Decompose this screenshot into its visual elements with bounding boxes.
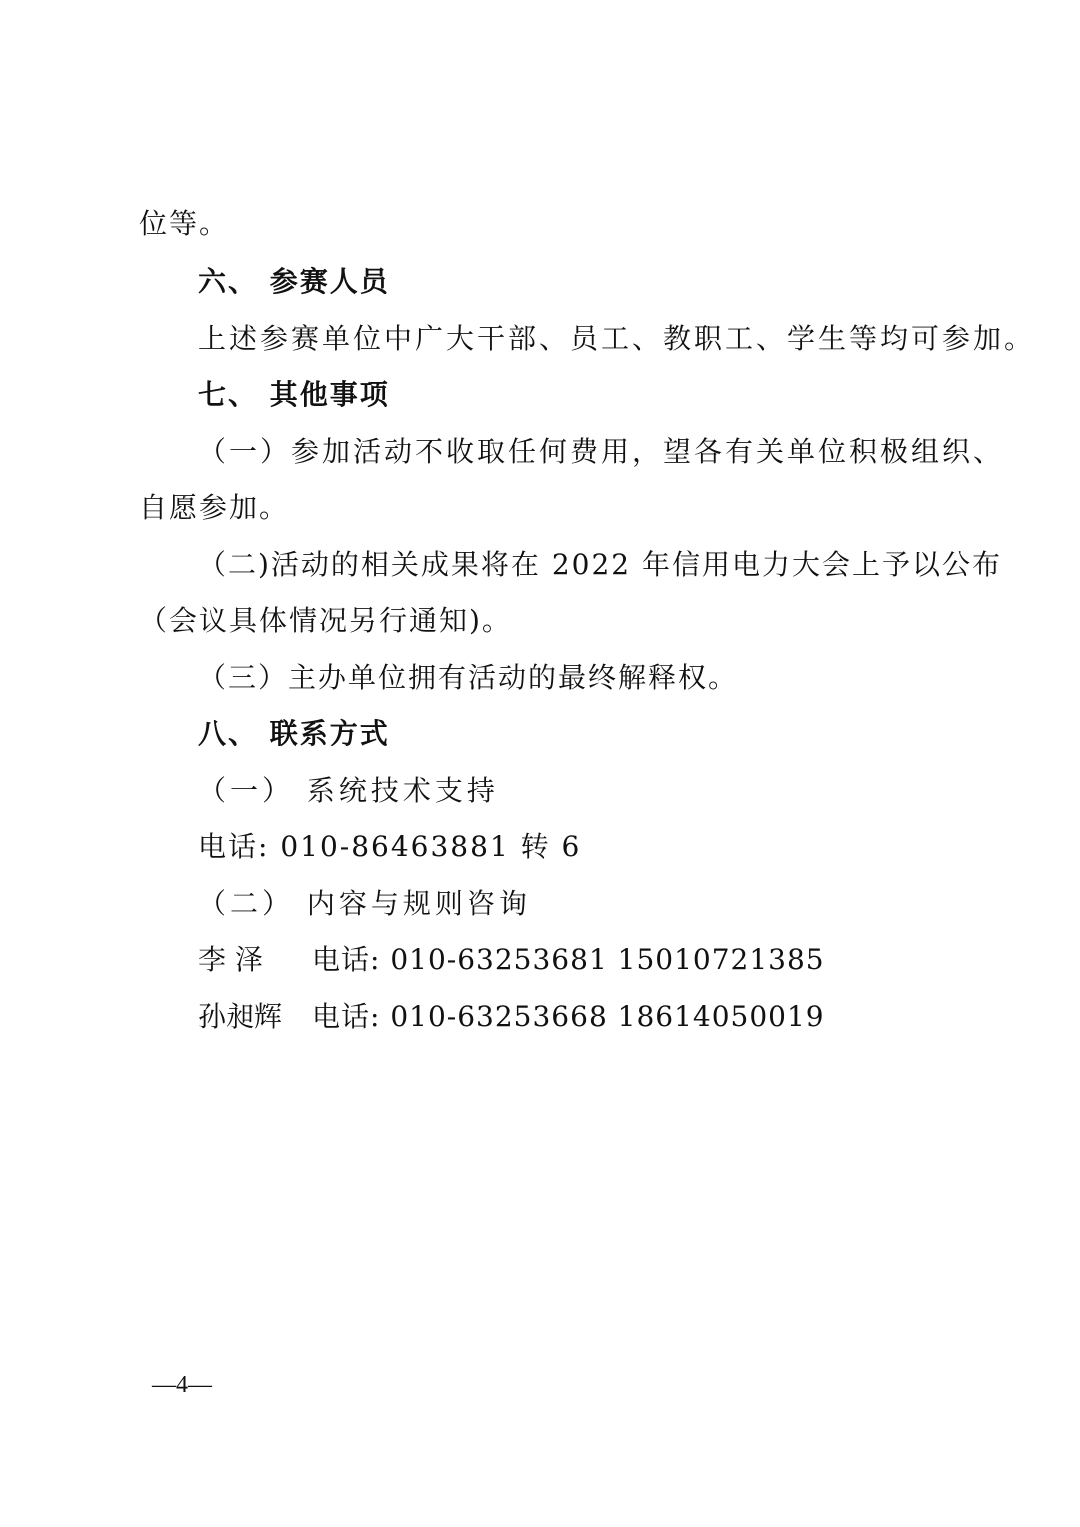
paragraph-other-1-line2: 自愿参加。 [139,491,290,524]
paragraph-other-2-line1: （二)活动的相关成果将在 2022 年信用电力大会上予以公布 [198,548,1002,581]
contact-phone: 电话: 010-63253668 18614050019 [312,1000,825,1033]
section-heading-contact: 八、 联系方式 [198,717,390,750]
section-heading-participants: 六、 参赛人员 [198,265,390,298]
section-heading-other-matters: 七、 其他事项 [198,378,390,411]
subheading-content-rules: （二） 内容与规则咨询 [198,887,531,920]
contact-phone: 电话: 010-63253681 15010721385 [312,943,825,976]
paragraph-continuation: 位等。 [139,207,230,240]
contact-row [198,940,825,980]
paragraph-participants: 上述参赛单位中广大干部、员工、教职工、学生等均可参加。 [198,322,1036,355]
page-number: —4— [152,1372,212,1398]
subheading-tech-support: （一） 系统技术支持 [198,774,499,807]
contact-name: 李 泽 [198,943,263,976]
tech-support-phone: 电话: 010-86463881 转 6 [198,830,582,863]
paragraph-other-1-line1: （一）参加活动不收取任何费用，望各有关单位积极组织、 [198,435,1005,468]
paragraph-other-3: （三）主办单位拥有活动的最终解释权。 [198,661,739,694]
paragraph-other-2-line2: （会议具体情况另行通知)。 [139,604,512,637]
contact-row [198,997,825,1037]
contact-name: 孙昶辉 [198,1000,283,1033]
